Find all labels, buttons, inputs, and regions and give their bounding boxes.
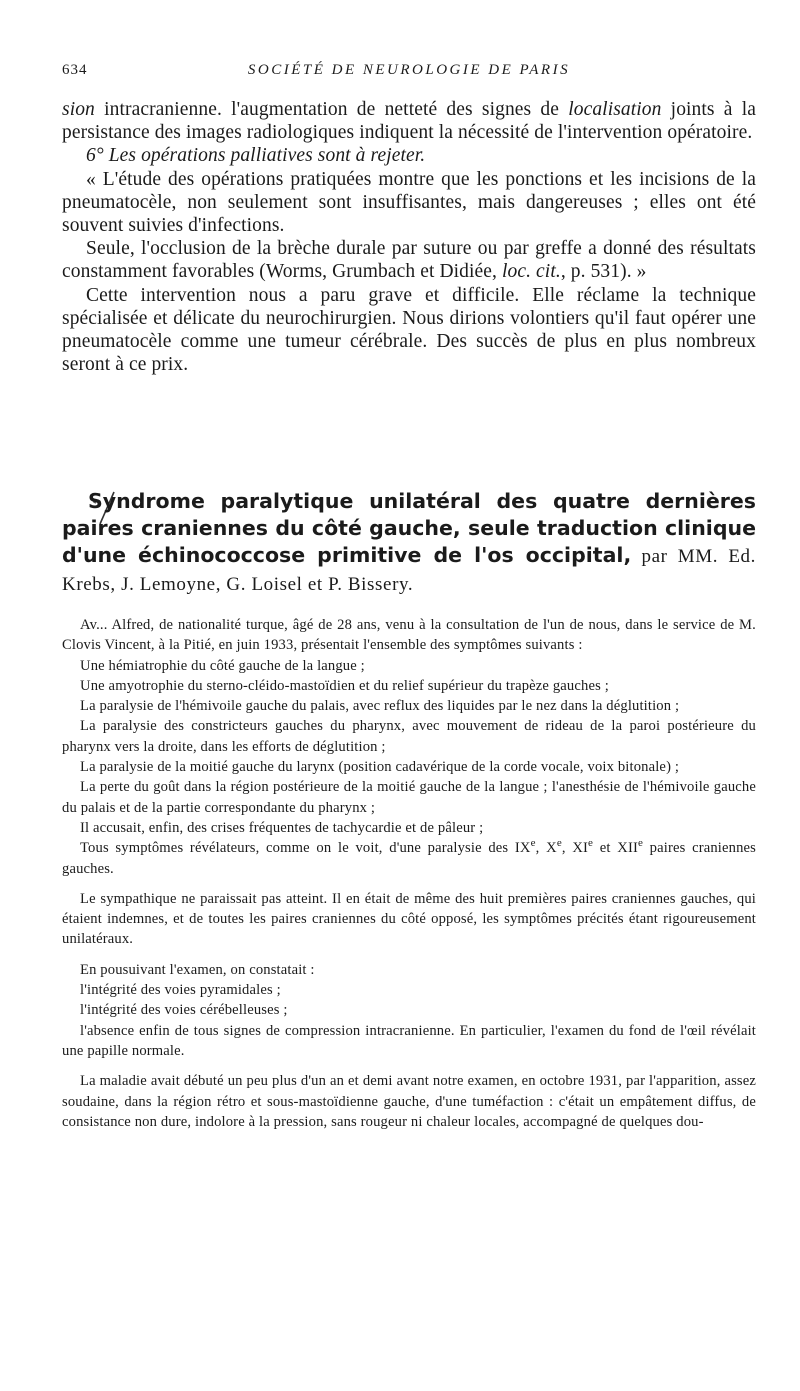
symptom-item: La perte du goût dans la région postérieure de la moitié gauche de la langue ; l'anesthésie de l'hémivoile gauche du palais et de la partie correspondante du pharynx ; xyxy=(62,779,756,816)
exam-item: l'intégrité des voies cérébelleuses ; xyxy=(80,1002,288,1019)
paragraph-conclusion: Cette intervention nous a paru grave et difficile. Elle réclame la technique spécialisée et délicate du neurochirurgien. Nous dirions volontiers qu'il faut opérer une pneumatocèle comme une tumeur cérébrale. Des succès de plus en plus nombreux seront à ce prix. xyxy=(62,284,756,376)
body-paragraph: En pousuivant l'examen, on constatait : xyxy=(80,961,315,978)
article-authors: Ed. Krebs, J. Lemoyne, G. Loisel et P. Bissery. xyxy=(62,546,756,595)
symptom-item: La paralysie de l'hémivoile gauche du palais, avec reflux des liquides par le nez dans la déglutition ; xyxy=(80,698,680,715)
paragraph-heading-6: 6° Les opérations palliatives sont à rejeter. xyxy=(86,145,426,167)
continued-text xyxy=(62,98,756,376)
page-number: 634 xyxy=(62,62,88,78)
symptom-item: Une amyotrophie du sterno-cléido-mastoïdien et du relief supérieur du trapèze gauches ; xyxy=(80,677,609,694)
body-paragraph: Av... Alfred, de nationalité turque, âgé de 28 ans, venu à la consultation de l'un de nous, dans le service de M. Clovis Vincent, à la Pitié, en juin 1933, présentait l'ensemble des symptômes suivants : xyxy=(62,617,756,654)
journal-title: SOCIÉTÉ DE NEUROLOGIE DE PARIS xyxy=(247,62,571,78)
paragraph-continued: sion intracranienne. l'augmentation de netteté des signes de localisation joints à la persistance des images radiologiques indiquent la nécessité de l'intervention opératoire. xyxy=(62,99,756,144)
article-body xyxy=(62,615,756,1132)
paragraph-quote-end: Seule, l'occlusion de la brèche durale par suture ou par greffe a donné des résultats constamment favorables (Worms, Grumbach et Didiée, loc. cit., p. 531). » xyxy=(62,238,756,283)
symptom-item: La paralysie des constricteurs gauches du pharynx, avec mouvement de rideau de la paroi postérieure du pharynx vers la droite, dans les efforts de déglutition ; xyxy=(62,718,756,755)
paragraph-quote: « L'étude des opérations pratiquées montre que les ponctions et les incisions de la pneumatocèle, non seulement sont insuffisantes, mais dangereuses ; elles ont été souvent suivies d'infections. xyxy=(62,168,756,237)
running-head xyxy=(62,62,756,86)
exam-item: l'intégrité des voies pyramidales ; xyxy=(80,982,281,999)
symptom-item: Il accusait, enfin, des crises fréquentes de tachycardie et de pâleur ; xyxy=(80,819,484,836)
symptom-item: Une hémiatrophie du côté gauche de la langue ; xyxy=(80,657,365,674)
symptom-summary: Tous symptômes révélateurs, comme on le voit, d'une paralysie des IXe, Xe, XIe et XIIe paires craniennes gauches. xyxy=(62,837,756,877)
article-title: Syndrome paralytique unilatéral des quatre dernières paires craniennes du côté gauche, seule traduction clinique d'une échinococcose primitive de l'os occipital, par MM. Ed. Krebs, J. Lemoyne, G. Loisel et P. Bissery. xyxy=(62,489,756,595)
body-paragraph: La maladie avait débuté un peu plus d'un an et demi avant notre examen, en octobre 1931, par l'apparition, assez soudaine, dans la région rétro et sous-mastoïdienne gauche, d'une tuméfaction : c'était un empâtement diffus, de consistance non dure, indolore à la pression, sans rougeur ni chaleur locales, accompagné de quelques dou- xyxy=(62,1073,756,1130)
exam-item: l'absence enfin de tous signes de compression intracranienne. En particulier, l'examen du fond de l'œil révélait une papille normale. xyxy=(62,1022,756,1059)
body-paragraph: Le sympathique ne paraissait pas atteint. Il en était de même des huit premières paires craniennes gauches, qui étaient indemnes, et de toutes les paires craniennes du côté opposé, les symptômes précités étant rigoureusement unilatéraux. xyxy=(62,890,756,948)
symptom-item: La paralysie de la moitié gauche du larynx (position cadavérique de la corde vocale, voix bitonale) ; xyxy=(80,759,680,776)
